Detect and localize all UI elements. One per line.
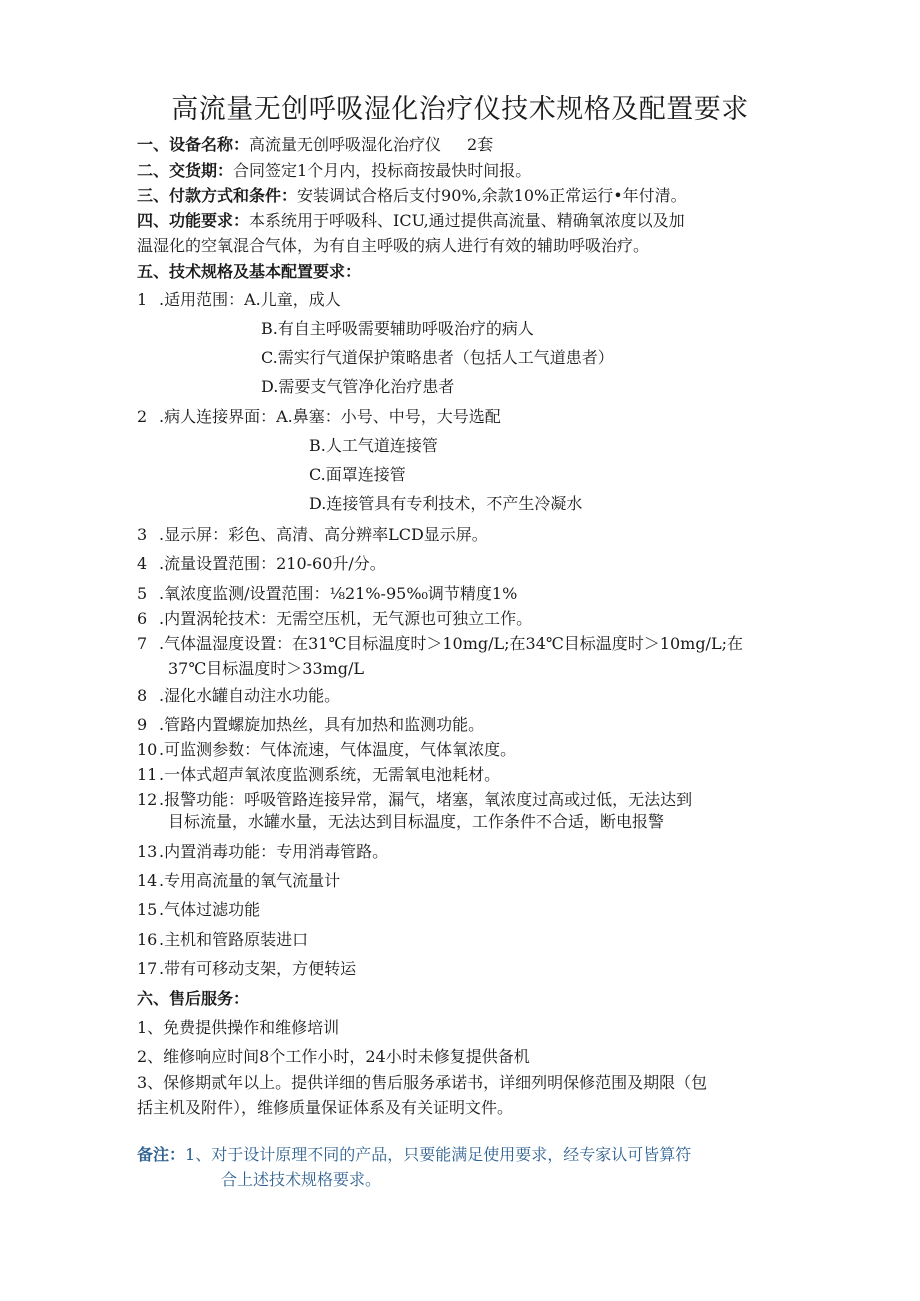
spec-item-9: [137, 713, 484, 737]
section-3-value: 安装调试合格后支付90%,余款10%正常运行•年付清。: [297, 186, 687, 205]
section-4-line1: 本系统用于呼吸科、ICU,通过提供高流量、精确氧浓度以及加: [249, 211, 685, 230]
spec-item-3: [137, 523, 488, 547]
spec-item-2-c: C.面罩连接管: [309, 465, 406, 484]
spec-item-1-d: D.需要支气管净化治疗患者: [261, 377, 455, 396]
spec-item-8: [137, 684, 340, 708]
spec-item-8-number: 8: [137, 686, 148, 705]
spec-item-15: [137, 898, 260, 922]
spec-item-1-c: C.需实行气道保护策略患者（包括人工气道患者）: [261, 348, 614, 367]
section-3-payment: [137, 184, 687, 208]
section-1-value: 高流量无创呼吸湿化治疗仪: [249, 135, 442, 154]
after-sale-1: 1、免费提供操作和维修培训: [137, 1018, 340, 1037]
section-1-label: 一、设备名称：: [137, 135, 250, 154]
spec-item-5-number: 5: [137, 584, 148, 603]
section-5-label: 五、技术规格及基本配置要求：: [137, 262, 362, 281]
spec-item-17-number: 17: [137, 959, 158, 978]
spec-item-10: [137, 738, 516, 762]
section-2-delivery: [137, 159, 531, 183]
spec-item-2: [137, 405, 501, 429]
spec-item-7: [137, 632, 743, 656]
spec-item-6-text: .内置涡轮技术：无需空压机，无气源也可独立工作。: [159, 609, 533, 628]
section-1-device-name: [137, 133, 493, 157]
spec-item-7-continuation: 37℃目标温度时＞33mg∕L: [168, 659, 365, 678]
spec-item-14: [137, 869, 340, 893]
section-6-label: 六、售后服务：: [137, 989, 250, 1008]
spec-item-1-b: B.有自主呼吸需要辅助呼吸治疗的病人: [261, 319, 534, 338]
after-sale-2: 2、维修响应时间8个工作小时，24小时未修复提供备机: [137, 1047, 530, 1066]
spec-item-2-text: .病人连接界面：A.鼻塞：小号、中号，大号选配: [159, 407, 501, 426]
spec-item-2-d: D.连接管具有专利技术，不产生冷凝水: [309, 494, 583, 513]
section-1-qty: 2套: [467, 135, 494, 154]
spec-item-10-number: 10: [137, 740, 158, 759]
spec-item-16-text: .主机和管路原装进口: [159, 930, 309, 949]
spec-item-9-text: .管路内置螺旋加热丝，具有加热和监测功能。: [159, 715, 485, 734]
spec-item-1-number: 1: [137, 290, 148, 309]
section-4-line2: 温湿化的空氧混合气体，为有自主呼吸的病人进行有效的辅助呼吸治疗。: [137, 236, 650, 255]
spec-item-13: [137, 840, 388, 864]
spec-item-15-number: 15: [137, 900, 158, 919]
spec-item-4-text: .流量设置范围：210-60升/分。: [159, 554, 386, 573]
spec-item-9-number: 9: [137, 715, 148, 734]
spec-item-11-number: 11: [137, 765, 158, 784]
section-2-value: 合同签定1个月内，投标商按最快时间报。: [233, 161, 532, 180]
spec-item-13-number: 13: [137, 842, 158, 861]
spec-item-13-text: .内置消毒功能：专用消毒管路。: [159, 842, 389, 861]
section-4-function: [137, 209, 685, 233]
spec-item-15-text: .气体过滤功能: [159, 900, 261, 919]
section-3-label: 三、付款方式和条件：: [137, 186, 298, 205]
spec-item-5-text: .氧浓度监测/设置范围：⅛21%-95%₀调节精度1%: [159, 584, 518, 603]
spec-item-4-number: 4: [137, 554, 148, 573]
spec-item-16-number: 16: [137, 930, 158, 949]
spec-item-8-text: .湿化水罐自动注水功能。: [159, 686, 341, 705]
spec-item-1-text: .适用范围：A.儿童，成人: [159, 290, 341, 309]
after-sale-3-line2: 括主机及附件），维修质量保证体系及有关证明文件。: [137, 1098, 514, 1117]
spec-item-10-text: .可监测参数：气体流速，气体温度，气体氧浓度。: [159, 740, 517, 759]
spec-item-17: [137, 957, 356, 981]
spec-item-2-number: 2: [137, 407, 148, 426]
section-2-label: 二、交货期：: [137, 161, 234, 180]
spec-item-11: [137, 763, 500, 787]
spec-item-2-b: B.人工气道连接管: [309, 436, 438, 455]
spec-item-12-continuation: 目标流量，水罐水量，无法达到目标温度，工作条件不合适，断电报警: [168, 812, 665, 831]
spec-item-6-number: 6: [137, 609, 148, 628]
note-text-line2: 合上述技术规格要求。: [221, 1170, 382, 1189]
spec-item-11-text: .一体式超声氧浓度监测系统，无需氧电池耗材。: [159, 765, 501, 784]
document-title: 高流量无创呼吸湿化治疗仪技术规格及配置要求: [171, 94, 749, 125]
spec-item-14-text: .专用高流量的氧气流量计: [159, 871, 341, 890]
spec-item-6: [137, 607, 532, 631]
spec-item-3-number: 3: [137, 525, 148, 544]
spec-item-1: [137, 288, 341, 312]
spec-item-12-text: .报警功能：呼吸管路连接异常，漏气，堵塞，氧浓度过高或过低，无法达到: [159, 790, 693, 809]
spec-item-3-text: .显示屏：彩色、高清、高分辨率LCD显示屏。: [159, 525, 488, 544]
note-text-line1: 1、对于设计原理不同的产品，只要能满足使用要求，经专家认可皆算符: [185, 1145, 692, 1164]
spec-item-12-number: 12: [137, 790, 158, 809]
after-sale-3-line1: 3、保修期贰年以上。提供详细的售后服务承诺书，详细列明保修范围及期限（包: [137, 1073, 708, 1092]
spec-item-14-number: 14: [137, 871, 158, 890]
spec-item-12: [137, 788, 692, 812]
spec-item-4: [137, 552, 386, 576]
spec-item-17-text: .带有可移动支架，方便转运: [159, 959, 357, 978]
spec-item-5: [137, 582, 517, 606]
note-label: 备注：: [137, 1145, 186, 1164]
spec-item-16: [137, 928, 308, 952]
spec-item-7-text: .气体温湿度设置：在31℃目标温度时＞10mg∕L;在34℃目标温度时＞10mg∕L;在: [159, 634, 743, 653]
spec-item-7-number: 7: [137, 634, 148, 653]
note-line1: [137, 1143, 691, 1167]
section-4-label: 四、功能要求：: [137, 211, 250, 230]
